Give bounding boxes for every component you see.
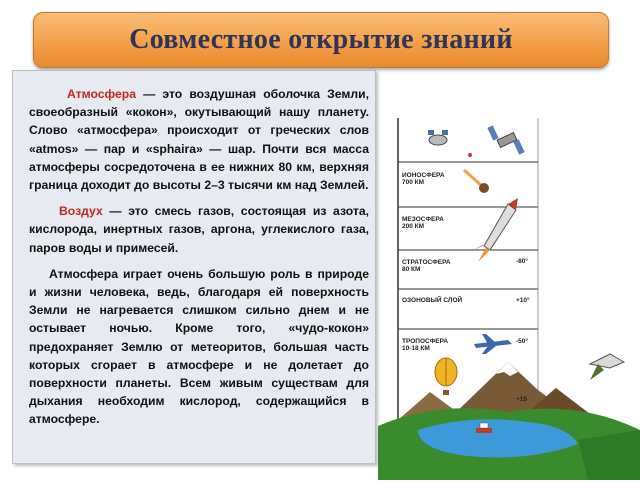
layer-troposphere-name: ТРОПОСФЕРА bbox=[402, 338, 449, 345]
page-title: Совместное открытие знаний bbox=[129, 24, 513, 55]
atmosphere-layers-illustration bbox=[378, 100, 640, 480]
term-air: Воздух bbox=[59, 204, 103, 219]
troposphere-temp: -50° bbox=[516, 338, 528, 345]
earth-ground-image bbox=[378, 408, 640, 480]
stratosphere-temp: -80° bbox=[516, 258, 528, 265]
layer-mesosphere bbox=[402, 216, 444, 230]
layer-stratosphere-height: 80 КМ bbox=[402, 266, 421, 273]
term-atmosphere: Атмосфера bbox=[67, 87, 137, 101]
paragraph-air bbox=[29, 202, 369, 257]
layer-ionosphere bbox=[402, 172, 445, 186]
ground-temp: +15 bbox=[516, 396, 528, 403]
layer-ionosphere-height: 700 КМ bbox=[402, 179, 425, 186]
layer-stratosphere bbox=[402, 259, 451, 273]
meteor-icon bbox=[468, 153, 472, 157]
layer-troposphere-height: 10-18 КМ bbox=[402, 345, 430, 352]
ozone-temp: +10° bbox=[516, 297, 530, 304]
layer-ozone bbox=[402, 297, 462, 304]
paragraph-role bbox=[29, 265, 369, 429]
layer-stratosphere-name: СТРАТОСФЕРА bbox=[402, 259, 451, 266]
text-content bbox=[29, 85, 369, 437]
layer-ionosphere-name: ИОНОСФЕРА bbox=[402, 172, 445, 179]
layer-ozone-name: ОЗОНОВЫЙ СЛОЙ bbox=[402, 297, 463, 304]
paragraph-atmosphere bbox=[29, 85, 369, 194]
atmosphere-diagram bbox=[378, 100, 640, 480]
title-banner bbox=[33, 12, 609, 68]
layer-mesosphere-name: МЕЗОСФЕРА bbox=[402, 216, 444, 223]
layer-mesosphere-height: 200 КМ bbox=[402, 223, 425, 230]
text-panel bbox=[12, 70, 376, 464]
air-definition: — это смесь газов, состоящая из азота, кислорода, инертных газов, аргона, углекислого газа, паров воды и примесей. bbox=[29, 204, 369, 255]
atmosphere-definition: — это воздушная оболочка Земли, своеобразный «кокон», окутывающий нашу планету. Слово «атмосфера» происходит от греческих слов «atmos» — пар и «sphaira» — шар. Почти вся масса атмосферы сосредоточена в ее нижних 80 км, верхняя граница доходит до высоты 2–3 тысячи км над Землей. bbox=[29, 87, 369, 193]
atmosphere-role-text: Атмосфера играет очень большую роль в природе и жизни человека, ведь, благодаря ей поверхность Земли не нагревается слишком сильно днем и не остывает ночью. Кроме того, «чудо-кокон» предохраняет Землю от метеоритов, большая часть которых сгорает в атмосфере и не долетает до поверхности планеты. Всем живым существам для дыхания необходим кислород, содержащийся в атмосфере. bbox=[29, 266, 369, 427]
bird-icon bbox=[590, 354, 624, 380]
layer-troposphere bbox=[402, 338, 448, 352]
